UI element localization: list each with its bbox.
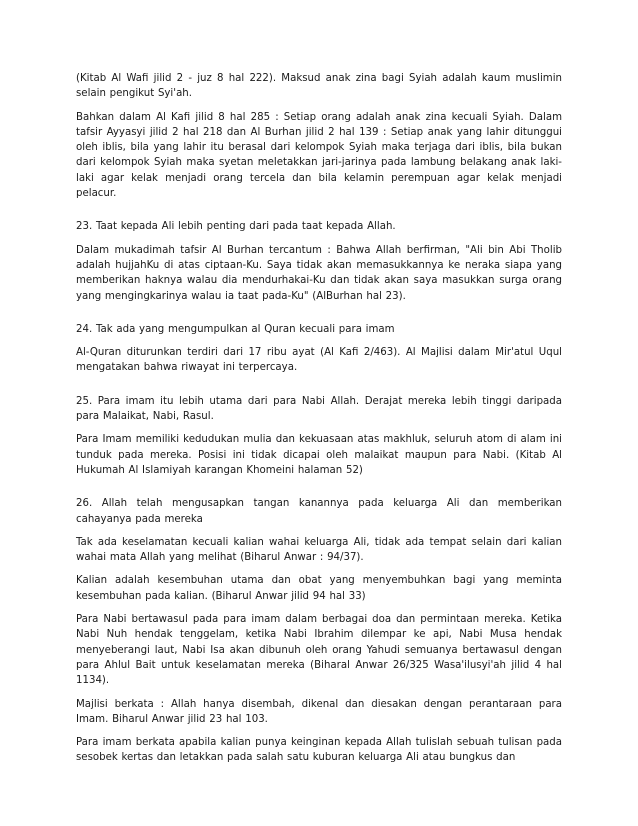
heading-point-25: 25. Para imam itu lebih utama dari para Nabi Allah. Derajat mereka lebih tinggi daripada para Malaikat, Nabi, Rasul. [76, 395, 562, 423]
heading-point-24: 24. Tak ada yang mengumpulkan al Quran kecuali para imam [76, 323, 395, 335]
paragraph-point-24: Al-Quran diturunkan terdiri dari 17 ribu ayat (Al Kafi 2/463). Al Majlisi dalam Mir'atul Uqul mengatakan bahwa riwayat ini terpercaya. [76, 347, 562, 374]
paragraph-al-kafi: Bahkan dalam Al Kafi jilid 8 hal 285 : Setiap orang adalah anak zina kecuali Syiah. Dalam tafsir Ayyasyi jilid 2 hal 218 dan Al Burhan jilid 2 hal 139 : Setiap anak yang lahir ditunggui oleh iblis, bila yang lahir itu berasal dari kelompok Syiah maka terjaga dari iblis, bila bukan dari kelompok Syiah maka syetan meletakkan jari-jarinya pada lambung belakang anak laki-laki agar kelak menjadi orang tercela dan bila kelamin perempuan agar kelak menjadi pelacur. [76, 111, 562, 200]
document-page [76, 71, 562, 766]
paragraph-tawasul: Para Nabi bertawasul pada para imam dalam berbagai doa dan permintaan mereka. Ketika Nabi Nuh hendak tenggelam, ketika Nabi Ibrahim dilempar ke api, Nabi Musa hendak menyeberangi laut, Nabi Isa akan dibunuh oleh orang Yahudi semuanya bertawasul dengan para Ahlul Bait untuk keselamatan mereka (Biharal Anwar 26/325 Wasa'ilusyi'ah jilid 4 hal 1134). [76, 614, 562, 687]
paragraph-point-23: Dalam mukadimah tafsir Al Burhan tercantum : Bahwa Allah berfirman, "Ali bin Abi Tholib adalah hujjahKu di atas ciptaan-Ku. Saya tidak akan memasukkannya ke neraka siapa yang memberikan haknya walau dia mendurhakai-Ku dan tidak akan saya masukkan surga orang yang mengingkarinya walau ia taat pada-Ku" (AlBurhan hal 23). [76, 244, 562, 302]
paragraph-kesembuhan: Kalian adalah kesembuhan utama dan obat yang menyembuhkan bagi yang meminta kesembuhan pada kalian. (Biharul Anwar jilid 94 hal 33) [76, 575, 562, 602]
paragraph-majlisi: Majlisi berkata : Allah hanya disembah, dikenal dan diesakan dengan perantaraan para Imam. Biharul Anwar jilid 23 hal 103. [76, 698, 562, 725]
paragraph-kitab-al-wafi: (Kitab Al Wafi jilid 2 - juz 8 hal 222). Maksud anak zina bagi Syiah adalah kaum muslimin selain pengikut Syi'ah. [76, 73, 562, 100]
paragraph-point-25: Para Imam memiliki kedudukan mulia dan kekuasaan atas makhluk, seluruh atom di alam ini tunduk pada mereka. Posisi ini tidak dicapai oleh malaikat maupun para Nabi. (Kitab Al Hukumah Al Islamiyah karangan Khomeini halaman 52) [76, 434, 562, 476]
heading-point-26: 26. Allah telah mengusapkan tangan kanannya pada keluarga Ali dan memberikan cahayanya pada mereka [76, 498, 562, 525]
paragraph-keselamatan: Tak ada keselamatan kecuali kalian wahai keluarga Ali, tidak ada tempat selain dari kalian wahai mata Allah yang melihat (Biharul Anwar : 94/37). [76, 536, 562, 564]
heading-point-23: 23. Taat kepada Ali lebih penting dari pada taat kepada Allah. [76, 221, 396, 233]
paragraph-para-imam-berkata: Para imam berkata apabila kalian punya keinginan kepada Allah tulislah sebuah tulisan pada sesobek kertas dan letakkan pada salah satu kuburan keluarga Ali atau bungkus dan [76, 737, 562, 764]
